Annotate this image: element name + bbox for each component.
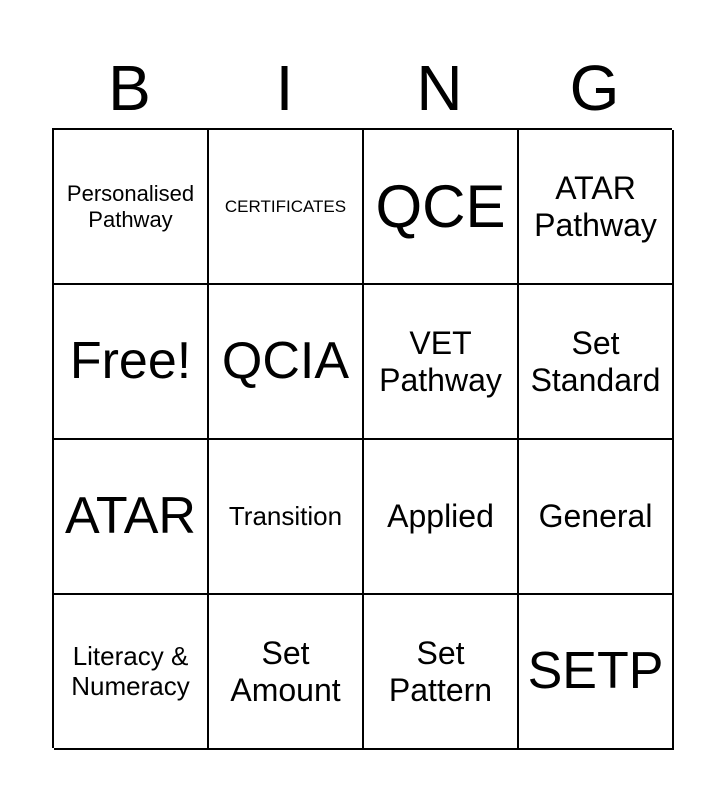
bingo-cell-set-standard[interactable]	[519, 285, 674, 440]
cell-label: VET Pathway	[379, 324, 502, 398]
cell-label: QCE	[375, 173, 506, 240]
bingo-cell-general[interactable]	[519, 440, 674, 595]
bingo-cell-setp[interactable]	[519, 595, 674, 750]
bingo-cell-atar-pathway[interactable]	[519, 130, 674, 285]
header-letter-n: N	[416, 52, 463, 124]
bingo-cell-vet-pathway[interactable]	[364, 285, 519, 440]
cell-label: General	[538, 498, 653, 535]
cell-label: Set Amount	[230, 634, 341, 708]
bingo-cell-applied[interactable]	[364, 440, 519, 595]
cell-label: QCIA	[221, 331, 350, 390]
cell-label: Free!	[69, 331, 192, 390]
cell-label: Set Pattern	[388, 634, 493, 708]
cell-label: ATAR Pathway	[534, 169, 657, 243]
cell-label: Transition	[228, 500, 343, 531]
bingo-cell-certificates[interactable]	[209, 130, 364, 285]
bingo-cell-atar[interactable]	[54, 440, 209, 595]
cell-label: CERTIFICATES	[224, 196, 347, 216]
cell-label: Personalised Pathway	[66, 181, 195, 232]
cell-label: Applied	[387, 498, 494, 535]
bingo-cell-set-pattern[interactable]	[364, 595, 519, 750]
bingo-header	[52, 48, 672, 128]
bingo-board	[52, 128, 672, 748]
bingo-cell-qcia[interactable]	[209, 285, 364, 440]
bingo-cell-qce[interactable]	[364, 130, 519, 285]
bingo-cell-free[interactable]	[54, 285, 209, 440]
bingo-cell-transition[interactable]	[209, 440, 364, 595]
bingo-cell-literacy-numeracy[interactable]	[54, 595, 209, 750]
cell-label: ATAR	[65, 486, 196, 545]
bingo-cell-set-amount[interactable]	[209, 595, 364, 750]
cell-label: Literacy & Numeracy	[71, 640, 190, 701]
header-letter-b: B	[108, 52, 151, 124]
header-letter-i: I	[275, 52, 294, 124]
bingo-cell-personalised-pathway[interactable]	[54, 130, 209, 285]
cell-label: SETP	[527, 641, 664, 700]
header-letter-g: G	[569, 52, 620, 124]
cell-label: Set Standard	[530, 324, 661, 398]
